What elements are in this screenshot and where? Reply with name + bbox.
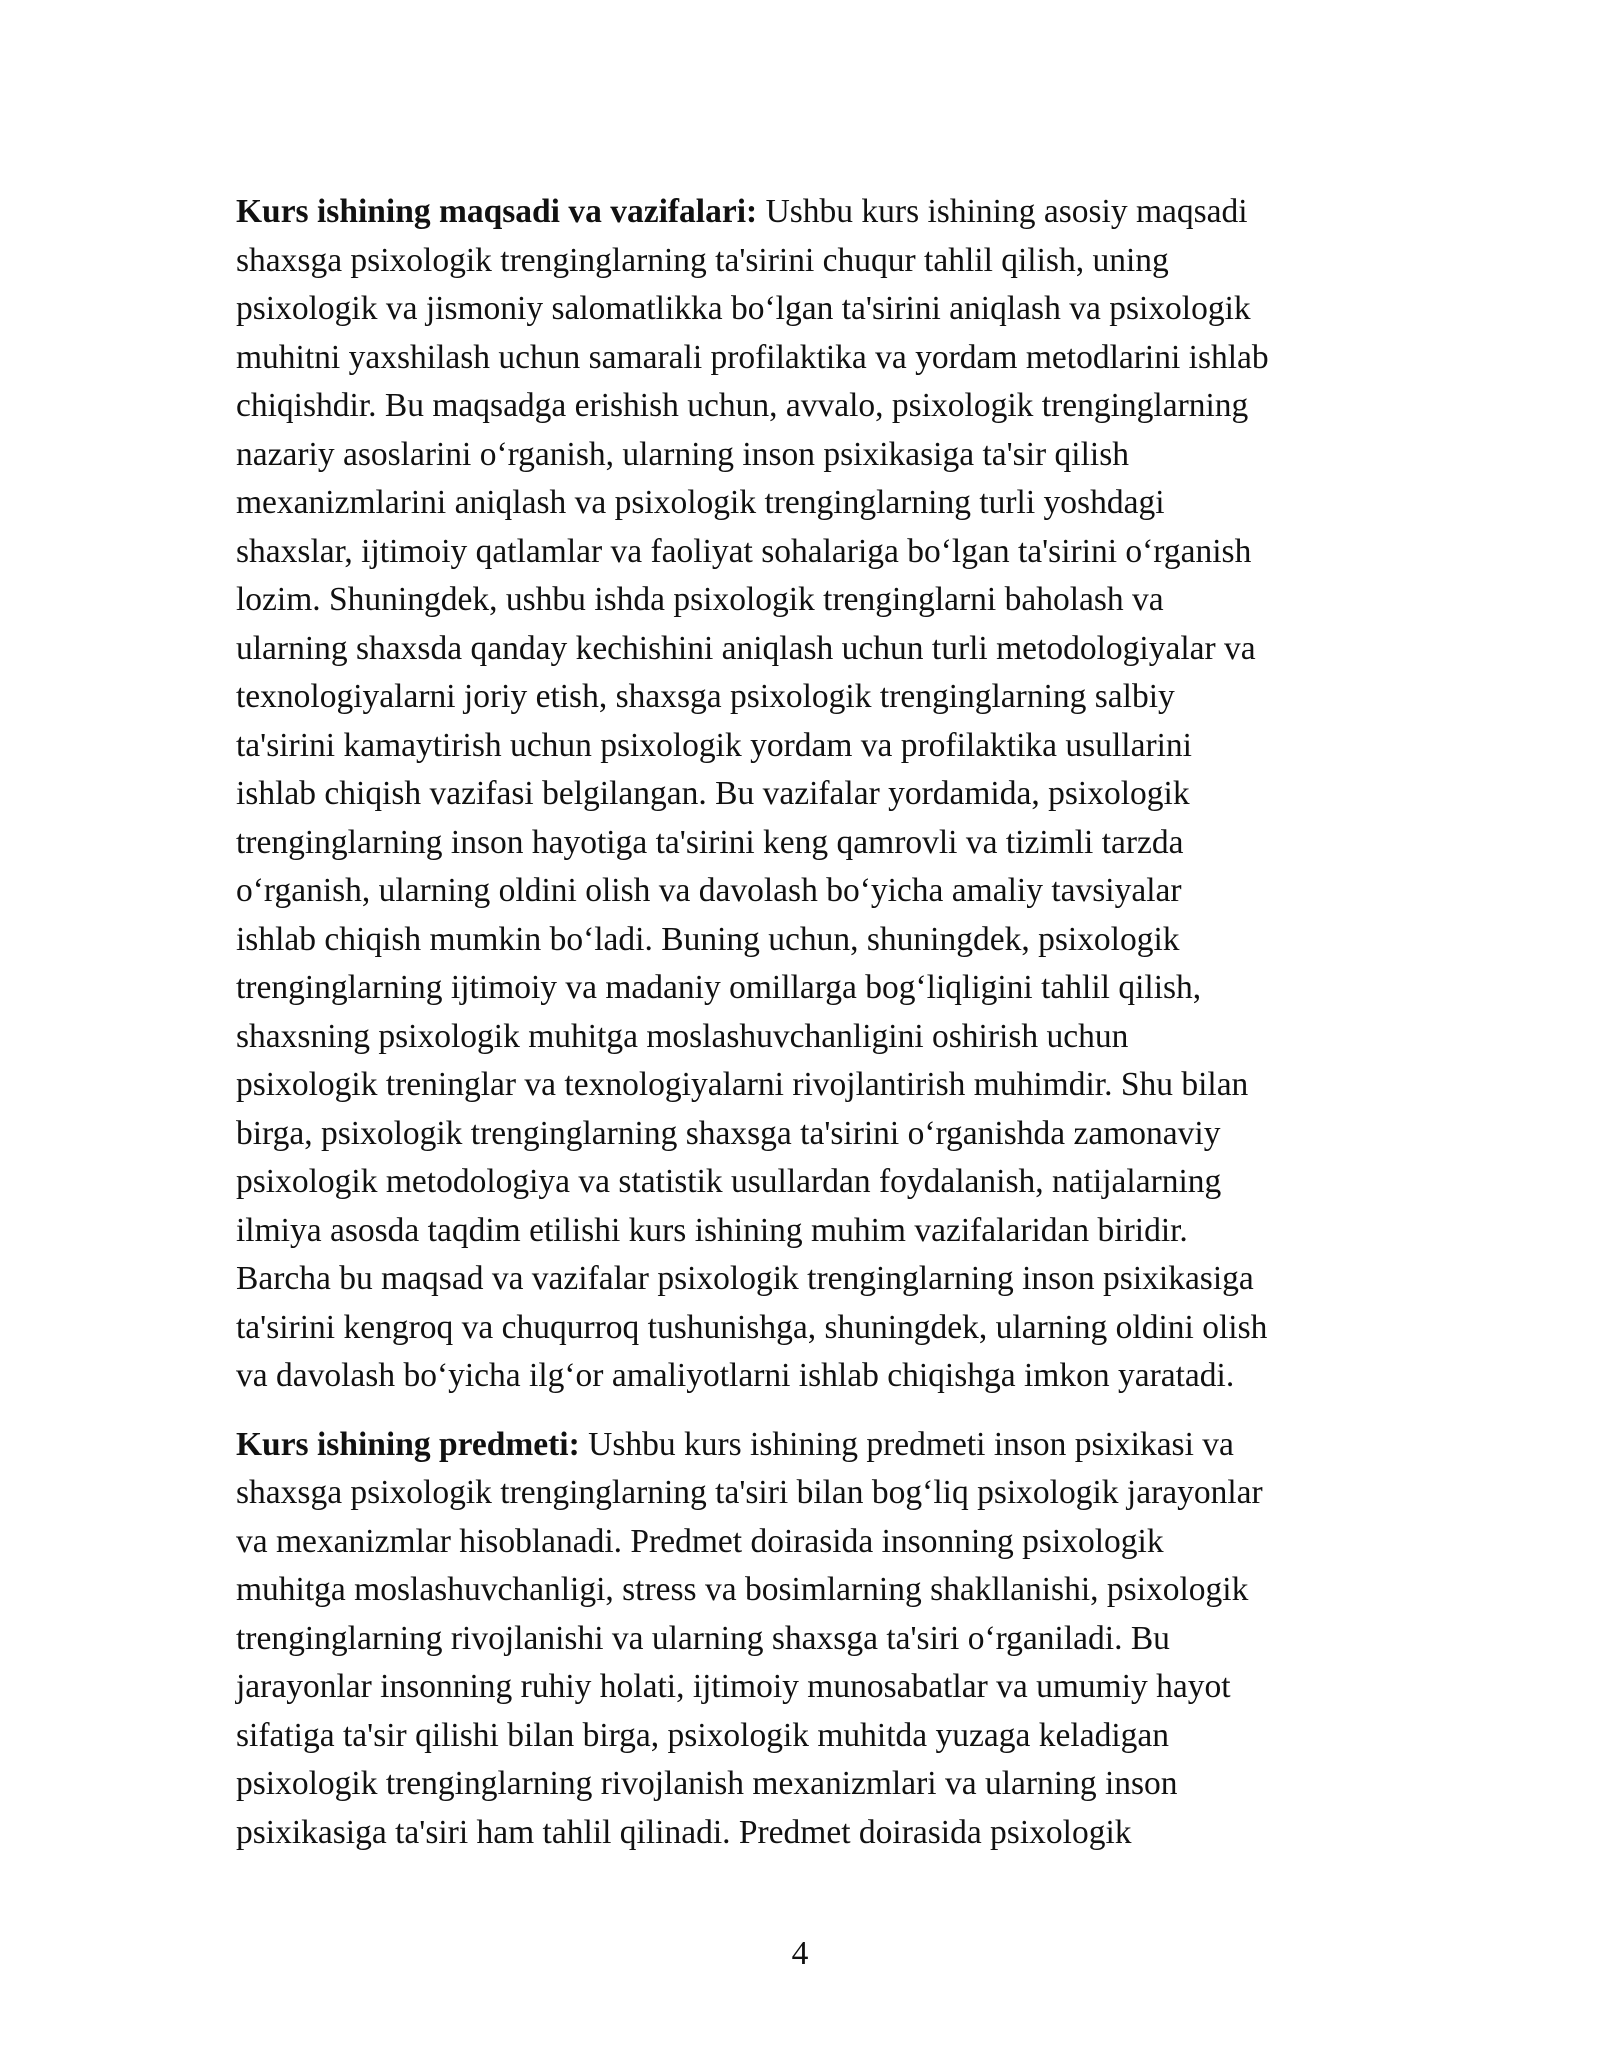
line: trenginglarning inson hayotiga ta'sirini keng qamrovli va tizimli tarzda: [236, 823, 1184, 861]
line: shaxsga psixologik trenginglarning ta'sirini chuqur tahlil qilish, uning: [236, 241, 1169, 279]
line: psixologik va jismoniy salomatlikka bo‘lgan ta'sirini aniqlash va psixologik: [236, 290, 1251, 327]
line-text: Ushbu kurs ishining asosiy maqsadi: [765, 193, 1248, 230]
paragraph-goals: [236, 188, 1386, 1401]
line: muhitni yaxshilash uchun samarali profilaktika va yordam metodlarini ishlab: [236, 338, 1269, 376]
line: Barcha bu maqsad va vazifalar psixologik trenginglarning inson psixikasiga: [236, 1260, 1254, 1297]
line: muhitga moslashuvchanligi, stress va bosimlarning shakllanishi, psixologik: [236, 1571, 1249, 1608]
line: shaxsga psixologik trenginglarning ta'siri bilan bog‘liq psixologik jarayonlar: [236, 1474, 1263, 1511]
line: psixologik metodologiya va statistik usullardan foydalanish, natijalarning: [236, 1163, 1222, 1200]
line: sifatiga ta'sir qilishi bilan birga, psixologik muhitda yuzaga keladigan: [236, 1716, 1169, 1754]
line: jarayonlar insonning ruhiy holati, ijtimoiy munosabatlar va umumiy hayot: [236, 1668, 1231, 1705]
paragraph-subject: [236, 1421, 1386, 1858]
line: mexanizmlarini aniqlash va psixologik trenginglarning turli yoshdagi: [236, 484, 1165, 521]
line: va mexanizmlar hisoblanadi. Predmet doirasida insonning psixologik: [236, 1522, 1164, 1560]
line: chiqishdir. Bu maqsadga erishish uchun, avvalo, psixologik trenginglarning: [236, 387, 1249, 424]
line: shaxslar, ijtimoiy qatlamlar va faoliyat sohalariga bo‘lgan ta'sirini o‘rganish: [236, 532, 1252, 570]
line: trenginglarning ijtimoiy va madaniy omillarga bog‘liqligini tahlil qilish,: [236, 969, 1202, 1006]
page-number: 4: [791, 1935, 809, 1972]
line: ularning shaxsda qanday kechishini aniqlash uchun turli metodologiyalar va: [236, 629, 1256, 667]
line: psixologik trenginglarning rivojlanish mexanizmlari va ularning inson: [236, 1765, 1178, 1802]
line-text: Ushbu kurs ishining predmeti inson psixikasi va: [588, 1425, 1234, 1463]
line: lozim. Shuningdek, ushbu ishda psixologik trenginglarni baholash va: [236, 581, 1164, 618]
line: o‘rganish, ularning oldini olish va davolash bo‘yicha amaliy tavsiyalar: [236, 872, 1182, 909]
document-body: [236, 188, 1386, 1877]
line: birga, psixologik trenginglarning shaxsga ta'sirini o‘rganishda zamonaviy: [236, 1114, 1221, 1152]
paragraph-heading: Kurs ishining predmeti:: [236, 1425, 580, 1463]
line: shaxsning psixologik muhitga moslashuvchanligini oshirish uchun: [236, 1017, 1129, 1055]
line: trenginglarning rivojlanishi va ularning shaxsga ta'siri o‘rganiladi. Bu: [236, 1619, 1170, 1657]
line: [236, 188, 1386, 237]
line: ishlab chiqish vazifasi belgilangan. Bu vazifalar yordamida, psixologik: [236, 775, 1190, 812]
line: psixikasiga ta'siri ham tahlil qilinadi. Predmet doirasida psixologik: [236, 1813, 1132, 1851]
line: ta'sirini kamaytirish uchun psixologik yordam va profilaktika usullarini: [236, 726, 1192, 764]
line: ishlab chiqish mumkin bo‘ladi. Buning uchun, shuningdek, psixologik: [236, 920, 1180, 958]
paragraph-heading: Kurs ishining maqsadi va vazifalari:: [236, 193, 758, 230]
line: texnologiyalarni joriy etish, shaxsga psixologik trenginglarning salbiy: [236, 678, 1175, 715]
line: ilmiya asosda taqdim etilishi kurs ishining muhim vazifalaridan biridir.: [236, 1211, 1188, 1249]
line: nazariy asoslarini o‘rganish, ularning inson psixikasiga ta'sir qilish: [236, 435, 1130, 473]
line: ta'sirini kengroq va chuqurroq tushunishga, shuningdek, ularning oldini olish: [236, 1308, 1268, 1346]
line: [236, 1421, 1386, 1470]
line: psixologik treninglar va texnologiyalarni rivojlantirish muhimdir. Shu bilan: [236, 1066, 1249, 1103]
line: va davolash bo‘yicha ilg‘or amaliyotlarni ishlab chiqishga imkon yaratadi.: [236, 1357, 1235, 1394]
